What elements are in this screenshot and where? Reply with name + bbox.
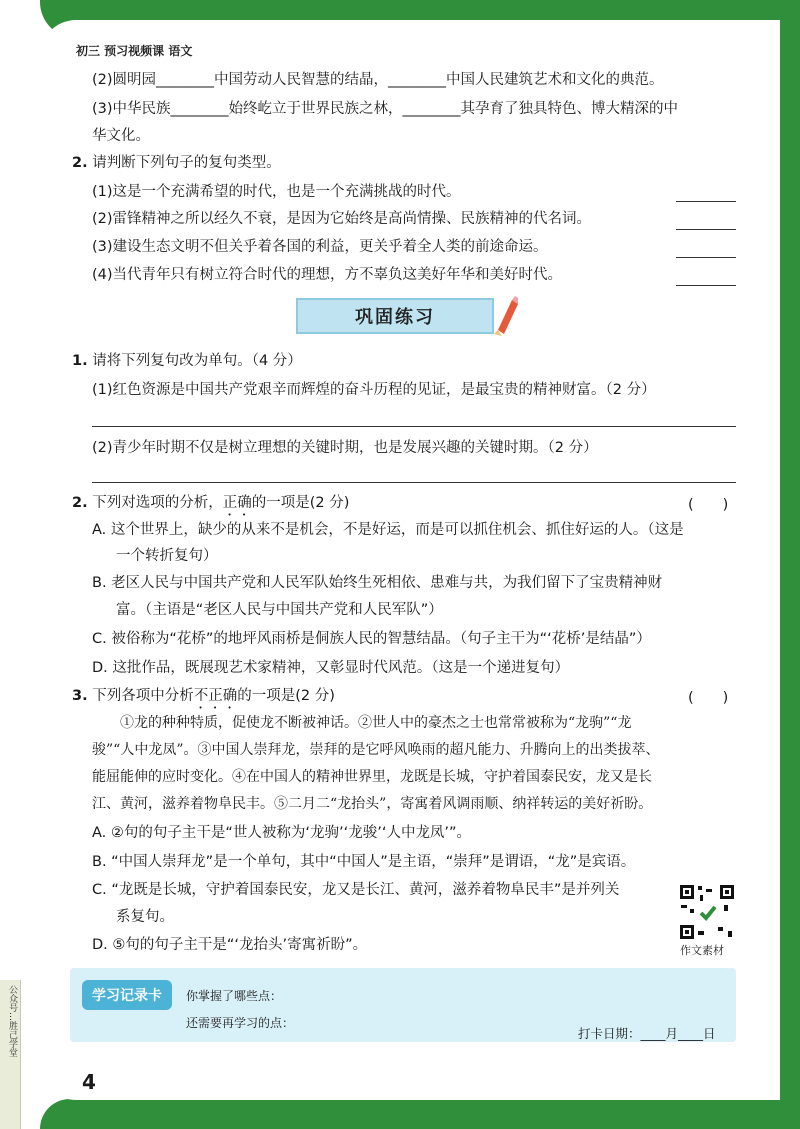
record-date[interactable]: 打卡日期：____月____日 [578,1026,716,1041]
e1-answer-line-1[interactable] [92,426,736,427]
q2-item-2: (2)雷锋精神之所以经久不衰，是因为它始终是高尚情操、民族精神的代名词。 [92,211,592,227]
e3-passage-1: ①龙的种种特质，促使龙不断被神话。②世人中的豪杰之士也常常被称为“龙驹”“龙 [120,715,632,731]
e3-passage-4: 江、黄河，滋养着物阜民丰。⑤二月二“龙抬头”，寄寓着风调雨顺、纳祥转运的美好祈盼。 [92,796,653,812]
e2-option-a1: A. 这个世界上，缺少的从来不是机会，不是好运，而是可以抓住机会、抓住好运的人。（这是 [92,522,684,538]
pencil-icon [492,296,518,336]
e3-passage-3: 能屈能伸的应时变化。④在中国人的精神世界里，龙既是长城，守护着国泰民安，龙又是长 [92,769,652,785]
e2-answer-paren[interactable]: ( ) [688,497,729,513]
right-border [780,0,800,1129]
e3-option-c1: C. “龙既是长城，守护着国泰民安，龙又是长江、黄河，滋养着物阜民丰”是并列关 [92,882,620,898]
q2-item-3: (3)建设生态文明不但关乎着各国的利益，更关乎着全人类的前途命运。 [92,239,548,255]
q2-item-4: (4)当代青年只有树立符合时代的理想，方不辜负这美好年华和美好时代。 [92,267,563,283]
answer-line-2[interactable] [676,229,736,230]
e3-option-b: B. “中国人崇拜龙”是一个单句，其中“中国人”是主语，“崇拜”是谓语，“龙”是宾语。 [92,854,636,870]
fill-line-3b: 华文化。 [92,128,150,144]
q2-title: 2. 请判断下列句子的复句类型。 [72,155,281,171]
qr-code-icon[interactable] [678,883,736,941]
fill-line-2: (2)圆明园________中国劳动人民智慧的结晶，________中国人民建筑艺术和文化的典范。 [92,72,664,88]
e3-answer-paren[interactable]: ( ) [688,690,729,706]
q2-item-1: (1)这是一个充满希望的时代，也是一个充满挑战的时代。 [92,184,461,200]
e2-option-b2: 富。（主语是“老区人民与中国共产党和人民军队”） [116,602,443,618]
e2-option-c: C. 被俗称为“花桥”的地坪风雨桥是侗族人民的智慧结晶。（句子主干为“‘花桥’是结晶”） [92,631,651,647]
answer-line-3[interactable] [676,257,736,258]
e1-title: 1. 请将下列复句改为单句。（4 分） [72,353,302,369]
record-tag: 学习记录卡 [82,980,172,1010]
e3-title: 3. 下列各项中分析不正确的一项是(2 分) [72,688,335,704]
page-number: 4 [82,1070,96,1094]
e1-answer-line-2[interactable] [92,482,736,483]
qr-label: 作文素材 [680,944,724,957]
e1-s1: (1)红色资源是中国共产党艰辛而辉煌的奋斗历程的见证，是最宝贵的精神财富。（2 分） [92,382,656,398]
fill-line-3a: (3)中华民族________始终屹立于世界民族之林，________其孕育了独具特色、博大精深的中 [92,101,679,117]
answer-line-4[interactable] [676,285,736,286]
e3-option-a: A. ②句的句子主干是“世人被称为‘龙驹’‘龙骏’‘人中龙凤’”。 [92,825,472,841]
record-mastered[interactable]: 你掌握了哪些点： [186,989,283,1003]
e1-s2: (2)青少年时期不仅是树立理想的关键时期，也是发展兴趣的关键时期。（2 分） [92,440,598,456]
e2-option-a2: 一个转折复句） [116,548,218,564]
answer-line-1[interactable] [676,201,736,202]
e2-option-d: D. 这批作品，既展现艺术家精神，又彰显时代风范。（这是一个递进复句） [92,660,570,676]
e3-option-c2: 系复句。 [116,909,174,925]
e2-title: 2. 下列对选项的分析，正确的一项是(2 分) [72,495,350,511]
section-title: 巩固练习 [296,298,494,334]
e2-option-b1: B. 老区人民与中国共产党和人民军队始终生死相依、患难与共，为我们留下了宝贵精神财 [92,575,663,591]
bottom-border [40,1099,800,1129]
e3-passage-2: 骏”“人中龙凤”。③中国人崇拜龙，崇拜的是它呼风唤雨的超凡能力、升腾向上的出类拔萃、 [92,742,660,758]
page-header: 初三 预习视频课 语文 [76,44,193,58]
record-to-review[interactable]: 还需要再学习的点： [186,1016,295,1030]
e3-option-d: D. ⑤句的句子主干是“‘龙抬头’寄寓祈盼”。 [92,937,368,953]
side-text: 公众号…胜己学堂 [7,985,17,1057]
